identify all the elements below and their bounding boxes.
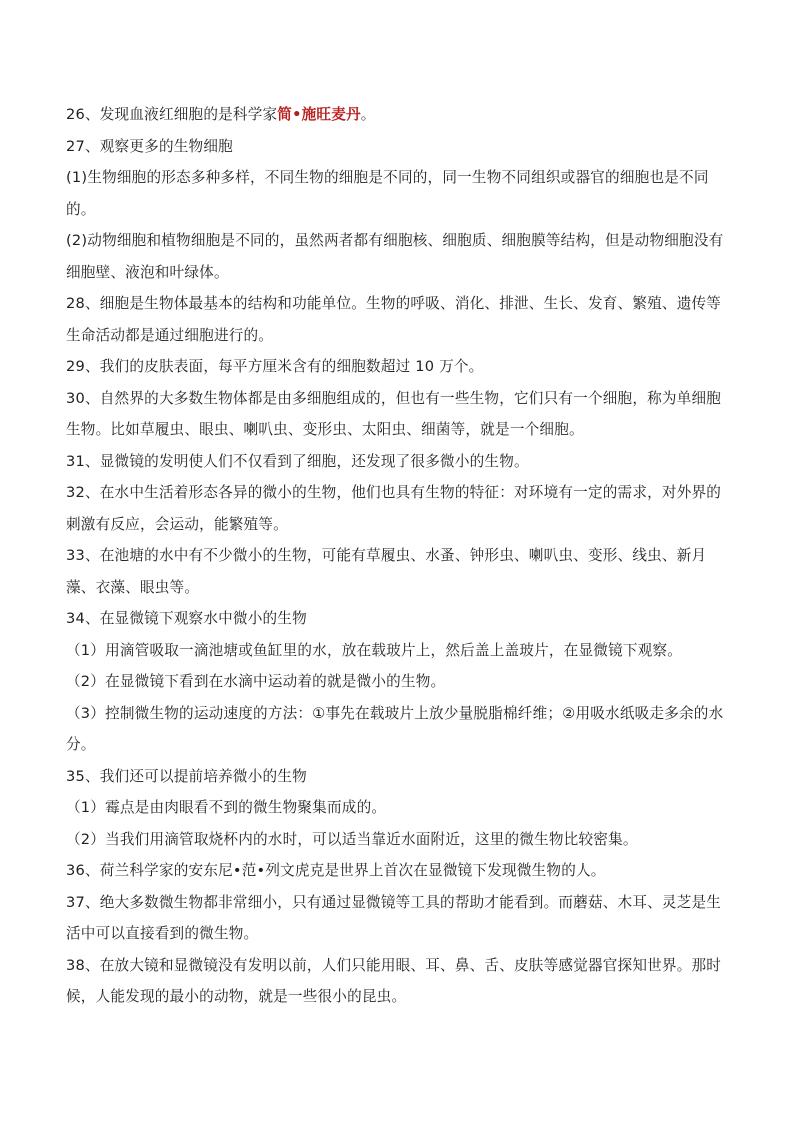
paragraph-31: 31、显微镜的发明使人们不仅看到了细胞，还发现了很多微小的生物。	[66, 452, 529, 470]
paragraph-34-3: （3）控制微生物的运动速度的方法：①事先在载玻片上放少量脱脂棉纤维；②用吸水纸吸走多余的水分。	[66, 704, 724, 753]
paragraph-36: 36、荷兰科学家的安东尼•范•列文虎克是世界上首次在显微镜下发现微生物的人。	[66, 862, 606, 879]
paragraph-35-1: （1）霉点是由肉眼看不到的微生物聚集而成的。	[66, 799, 387, 816]
paragraph-26-suffix: 。	[360, 106, 376, 123]
paragraph-28: 28、细胞是生物体最基本的结构和功能单位。生物的呼吸、消化、排泄、生长、发育、繁殖、遗传等生命活动都是通过细胞进行的。	[66, 295, 722, 344]
document-body	[66, 99, 728, 1013]
paragraph-33: 33、在池塘的水中有不少微小的生物，可能有草履虫、水蚤、钟形虫、喇叭虫、变形、线虫、新月藻、衣藻、眼虫等。	[66, 547, 707, 596]
paragraph-27-1: (1)生物细胞的形态多种多样，不同生物的细胞是不同的，同一生物不同组织或器官的细胞也是不同的。	[66, 169, 709, 218]
paragraph-27-2: (2)动物细胞和植物细胞是不同的，虽然两者都有细胞核、细胞质、细胞膜等结构，但是动物细胞没有细胞壁、液泡和叶绿体。	[66, 232, 724, 281]
paragraph-35-2: （2）当我们用滴管取烧杯内的水时，可以适当靠近水面附近，这里的微生物比较密集。	[66, 830, 638, 848]
paragraph-32: 32、在水中生活着形态各异的微小的生物，他们也具有生物的特征：对环境有一定的需求，对外界的刺激有反应，会运动，能繁殖等。	[66, 484, 722, 533]
paragraph-26-text: 26、发现血液红细胞的是科学家	[66, 106, 278, 123]
paragraph-34-1: （1）用滴管吸取一滴池塘或鱼缸里的水，放在载玻片上，然后盖上盖玻片，在显微镜下观察。	[66, 641, 683, 659]
paragraph-34-2: （2）在显微镜下看到在水滴中运动着的就是微小的生物。	[66, 673, 446, 690]
scientist-name-highlight: 简•施旺麦丹	[277, 106, 361, 123]
paragraph-37: 37、绝大多数微生物都非常细小，只有通过显微镜等工具的帮助才能看到。而蘑菇、木耳、灵芝是生活中可以直接看到的微生物。	[66, 893, 722, 942]
heading-34: 34、在显微镜下观察水中微小的生物	[66, 610, 307, 627]
paragraph-29: 29、我们的皮肤表面，每平方厘米含有的细胞数超过 10 万个。	[66, 358, 484, 375]
heading-27: 27、观察更多的生物细胞	[66, 137, 233, 155]
paragraph-30: 30、自然界的大多数生物体都是由多细胞组成的，但也有一些生物，它们只有一个细胞，称为单细胞生物。比如草履虫、眼虫、喇叭虫、变形虫、太阳虫、细菌等，就是一个细胞。	[66, 389, 722, 438]
paragraph-26	[66, 99, 728, 131]
heading-35: 35、我们还可以提前培养微小的生物	[66, 767, 307, 785]
paragraph-38: 38、在放大镜和显微镜没有发明以前，人们只能用眼、耳、鼻、舌、皮肤等感觉器官探知世界。那时候，人能发现的最小的动物，就是一些很小的昆虫。	[66, 956, 722, 1005]
